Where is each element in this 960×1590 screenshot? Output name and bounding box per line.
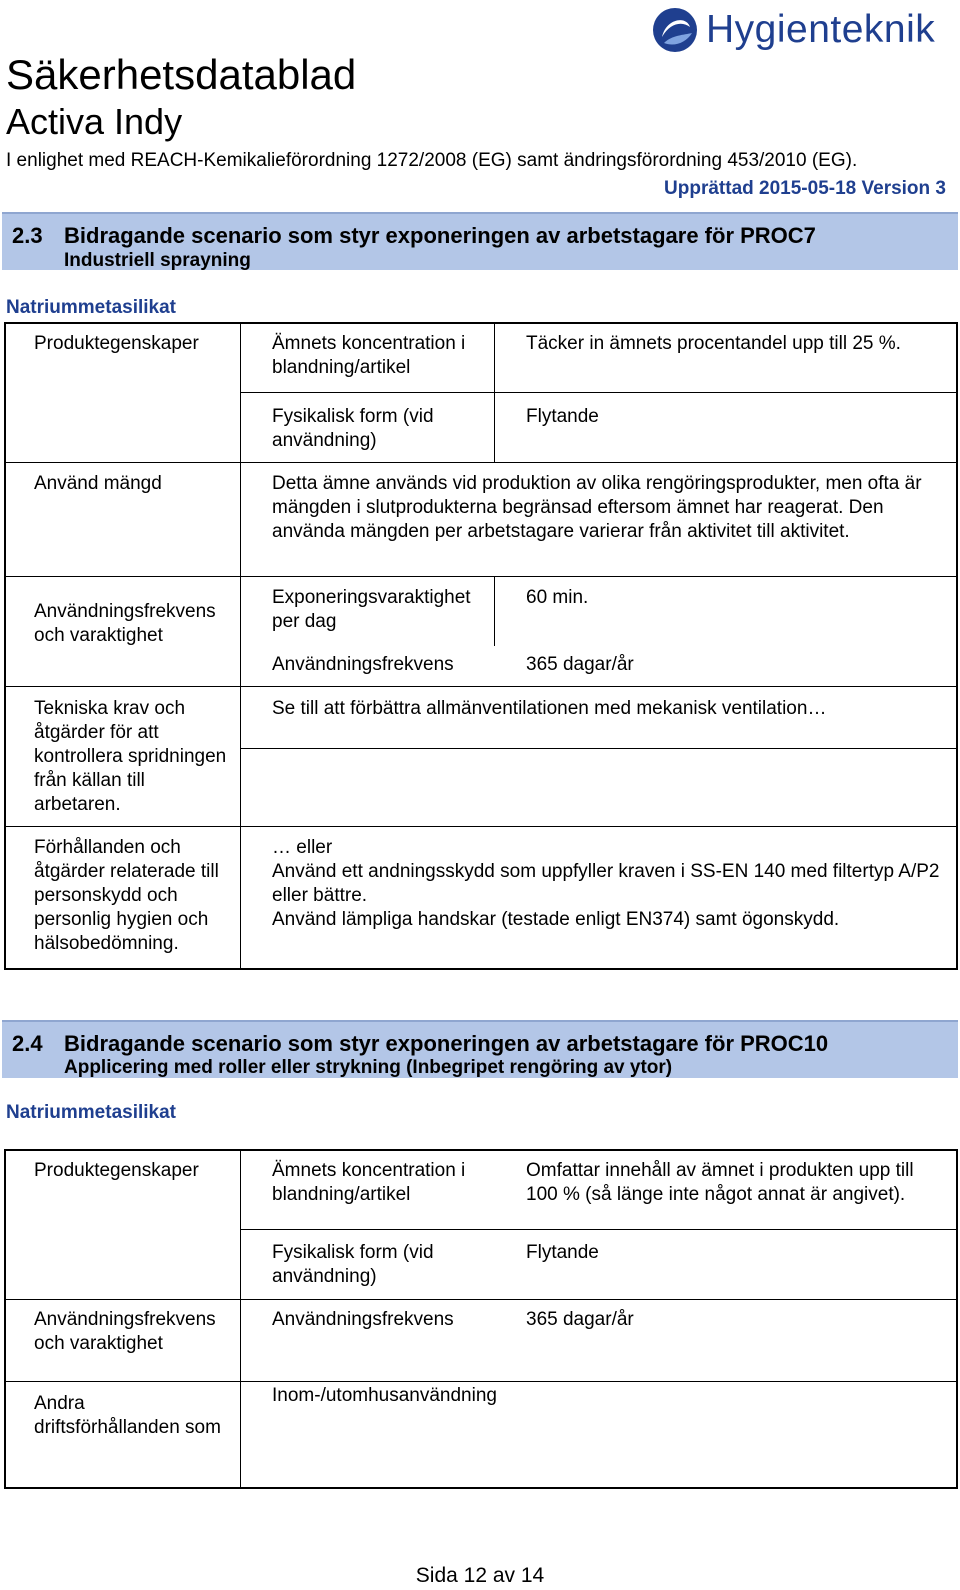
document-title: Säkerhetsdatablad xyxy=(6,51,357,98)
logo-text: Hygienteknik xyxy=(706,8,936,51)
respirator-requirement: Använd ett andningsskydd som uppfyller kraven i SS-EN 140 med filtertyp A/P2 eller bättre. xyxy=(272,861,940,906)
product-name: Activa Indy xyxy=(6,101,183,142)
physical-form-value: Flytande xyxy=(526,1242,599,1263)
exposure-duration-value: 60 min. xyxy=(526,587,589,608)
physical-form-label: Fysikalisk form (vid användning) xyxy=(272,406,434,451)
physical-form-value: Flytande xyxy=(526,406,599,427)
frequency-value: 365 dagar/år xyxy=(526,654,634,675)
concentration-label: Ämnets koncentration i blandning/artikel xyxy=(272,1160,466,1205)
regulation-line: I enlighet med REACH-Kemikalieförordning 1272/2008 (EG) samt ändringsförordning 453/2010 (EG). xyxy=(6,150,858,171)
row-label-personal-protection: Förhållanden och åtgärder relaterade till personskydd och personlig hygien och hälsobedömning. xyxy=(34,837,219,954)
row-label-frequency: Användningsfrekvens och varaktighet xyxy=(34,601,216,646)
frequency-value: 365 dagar/år xyxy=(526,1309,634,1330)
section-title: Bidragande scenario som styr exponeringen av arbetstagare för PROC7 xyxy=(64,223,816,248)
section-subtitle: Applicering med roller eller strykning (Inbegripet rengöring av ytor) xyxy=(64,1057,673,1078)
row-label-amount: Använd mängd xyxy=(34,473,162,494)
concentration-value: Täcker in ämnets procentandel upp till 25 %. xyxy=(526,333,901,354)
substance-name: Natriummetasilikat xyxy=(6,297,177,318)
row-label-product-properties: Produktegenskaper xyxy=(34,1160,199,1181)
section-number: 2.4 xyxy=(12,1031,43,1056)
indoor-outdoor-label: Inom-/utomhusanvändning xyxy=(272,1385,497,1406)
substance-name: Natriummetasilikat xyxy=(6,1102,177,1123)
version-info: Upprättad 2015-05-18 Version 3 xyxy=(664,178,946,199)
exposure-table-proc10 xyxy=(4,1149,958,1489)
frequency-label: Användningsfrekvens xyxy=(272,654,454,675)
protection-or: … eller xyxy=(272,837,333,858)
section-subtitle: Industriell sprayning xyxy=(64,250,251,271)
logo-swirl-icon xyxy=(652,7,698,53)
section-title: Bidragande scenario som styr exponeringen av arbetstagare för PROC10 xyxy=(64,1031,829,1056)
amount-value: Detta ämne används vid produktion av olika rengöringsprodukter, men ofta är mängden i slutprodukterna begränsad eftersom ämnet har reagerat. Den använda mängden per arbetstagare varierar från aktivitet till aktivitet. xyxy=(272,473,922,542)
page-number: Sida 12 av 14 xyxy=(415,1564,545,1587)
frequency-label: Användningsfrekvens xyxy=(272,1309,454,1330)
section-2-3-header xyxy=(2,212,958,270)
exposure-duration-label: Exponeringsvaraktighet per dag xyxy=(272,587,471,632)
concentration-label: Ämnets koncentration i blandning/artikel xyxy=(272,333,466,378)
company-logo xyxy=(652,2,935,58)
section-number: 2.3 xyxy=(12,223,43,248)
row-label-technical-measures: Tekniska krav och åtgärder för att kontrollera spridningen från källan till arbetaren. xyxy=(34,698,227,815)
physical-form-label: Fysikalisk form (vid användning) xyxy=(272,1242,434,1287)
row-label-product-properties: Produktegenskaper xyxy=(34,333,199,354)
gloves-requirement: Använd lämpliga handskar (testade enligt EN374) samt ögonskydd. xyxy=(272,909,840,930)
row-label-other-conditions: Andra driftsförhållanden som xyxy=(34,1393,221,1438)
concentration-value: Omfattar innehåll av ämnet i produkten upp till 100 % (så länge inte något annat är angivet). xyxy=(526,1160,914,1205)
exposure-table-proc7 xyxy=(4,322,958,970)
technical-measures-value: Se till att förbättra allmänventilationen med mekanisk ventilation… xyxy=(272,698,827,719)
section-2-4-header xyxy=(2,1020,958,1078)
row-label-frequency: Användningsfrekvens och varaktighet xyxy=(34,1309,216,1354)
